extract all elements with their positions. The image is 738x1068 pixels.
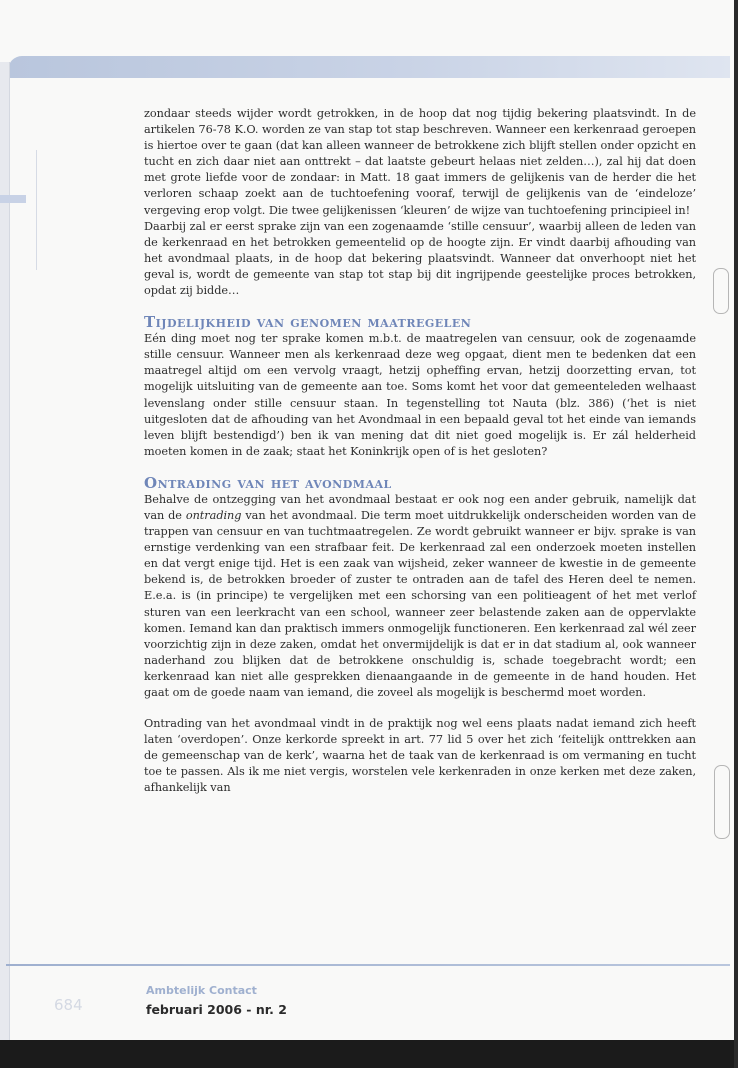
header-color-band — [8, 56, 730, 78]
paragraph: Daarbij zal er eerst sprake zijn van een zogenaamde ‘stille censuur’, waarbij alleen de leden van de kerkenraad en het betrokken gemeentelid op de hoogte zijn. Er vindt daarbij afhouding van het avondmaal plaats, in de hoop dat bekering plaatsvindt. Wanneer dat onverhoopt niet het geval is, wordt de gemeente van stap tot stap bij dit ingrijpende geestelijke proces betrokken, opdat zij bidde… — [144, 219, 696, 298]
margin-line — [36, 150, 37, 270]
paragraph: zondaar steeds wijder wordt getrokken, in de hoop dat nog tijdig bekering plaatsvindt. In de artikelen 76-78 K.O. worden ze van stap tot stap beschreven. Wanneer een kerkenraad geroepen is hiertoe over te gaan (dat kan alleen wanneer de betrokkene zich blijft stellen onder opzicht en tucht en zich daar niet aan onttrekt – dat laatste gebeurt helaas niet zelden…), zal hij dat doen met grote liefde voor de zondaar: in Matt. 18 gaat immers de gelijkenis van de herder die het verloren schaap zoekt aan de tuchtoefening vooraf, terwijl de gelijkenis van de ‘eindeloze’ vergeving erop volgt. Die twee gelijkenissen ‘kleuren’ de wijze van tuchtoefening principieel in! — [144, 107, 696, 217]
paragraph — [144, 492, 696, 701]
page-footer — [0, 966, 738, 1040]
scan-border-right — [734, 0, 738, 1068]
paragraph: Ontrading van het avondmaal vindt in de praktijk nog wel eens plaats nadat iemand zich heeft laten ‘overdopen’. Onze kerkorde spreekt in art. 77 lid 5 over het zich ‘feitelijk onttrekken aan de gemeenschap van de kerk’, waarna het de taak van de kerkenraad is om vermaning en tucht toe te passen. Als ik me niet vergis, worstelen vele kerkenraden in onze kerken met deze zaken, afhankelijk van — [144, 717, 696, 795]
margin-tab-marker — [0, 195, 26, 203]
page-number: 684 — [54, 996, 83, 1014]
staple-icon — [713, 268, 729, 314]
magazine-title: Ambtelijk Contact — [146, 984, 257, 997]
staple-icon — [714, 765, 730, 839]
paragraph: Eén ding moet nog ter sprake komen m.b.t. de maatregelen van censuur, ook de zogenaamde stille censuur. Wanneer men als kerkenraad deze weg opgaat, dient men te bedenken dat een maatregel altijd om een vervolg vraagt, hetzij opheffing ervan, hetzij doorzetting ervan, tot mogelijk uitsluiting van de gemeente aan toe. Soms komt het voor dat gemeenteleden welhaast levenslang onder stille censuur staan. In tegenstelling tot Nauta (blz. 386) (‘het is niet uitgesloten dat de afhouding van het Avondmaal in een bepaald geval tot het einde van iemands leven blijft bestendigd’) ben ik van mening dat dit niet goed mogelijk is. Er zál helderheid moeten komen in de zaak; staat het Koninkrijk open of is het gesloten? — [144, 332, 696, 458]
binding-edge — [0, 62, 10, 1040]
emphasis-term: ontrading — [185, 508, 242, 522]
scan-border-bottom — [0, 1040, 738, 1068]
section-heading: Ontrading van het avondmaal — [144, 473, 392, 492]
article-body — [144, 106, 696, 797]
issue-label: februari 2006 - nr. 2 — [146, 1002, 287, 1017]
text-run: van het avondmaal. Die term moet uitdrukkelijk onderscheiden worden van de trappen van censuur en van tuchtmaatregelen. Ze wordt gebruikt wanneer er bijv. sprake is van ernstige verdenking van een strafbaar feit. De kerkenraad zal een onderzoek moeten instellen en dat vergt enige tijd. Het is een zaak van wijsheid, zeker wanneer de kwestie in de gemeente bekend is, de betrokken broeder of zuster te ontraden aan de tafel des Heren deel te nemen. E.e.a. is (in principe) te vergelijken met een schorsing van een politieagent of het met verlof sturen van een leerkracht van een school, wanneer zeer belastende zaken aan de oppervlakte komen. Iemand kan dan praktisch immers onmogelijk functioneren. Een kerkenraad zal wél zeer voorzichtig zijn in deze zaken, omdat het onvermijdelijk is dat er in dat stadium al, ook wanneer naderhand zou blijken dat de betrokkene onschuldig is, schade toegebracht wordt; een kerkenraad kan niet alle gesprekken dienaangaande in de gemeente in de hand houden. Het gaat om de goede naam van iemand, die zoveel als mogelijk is beschermd moet worden. — [144, 508, 696, 699]
section-heading: Tijdelijkheid van genomen maatregelen — [144, 313, 472, 332]
text-run: Behalve de ontzegging van het avondmaal bestaat er ook nog een ander gebruik, namelijk dat van de — [144, 492, 696, 522]
